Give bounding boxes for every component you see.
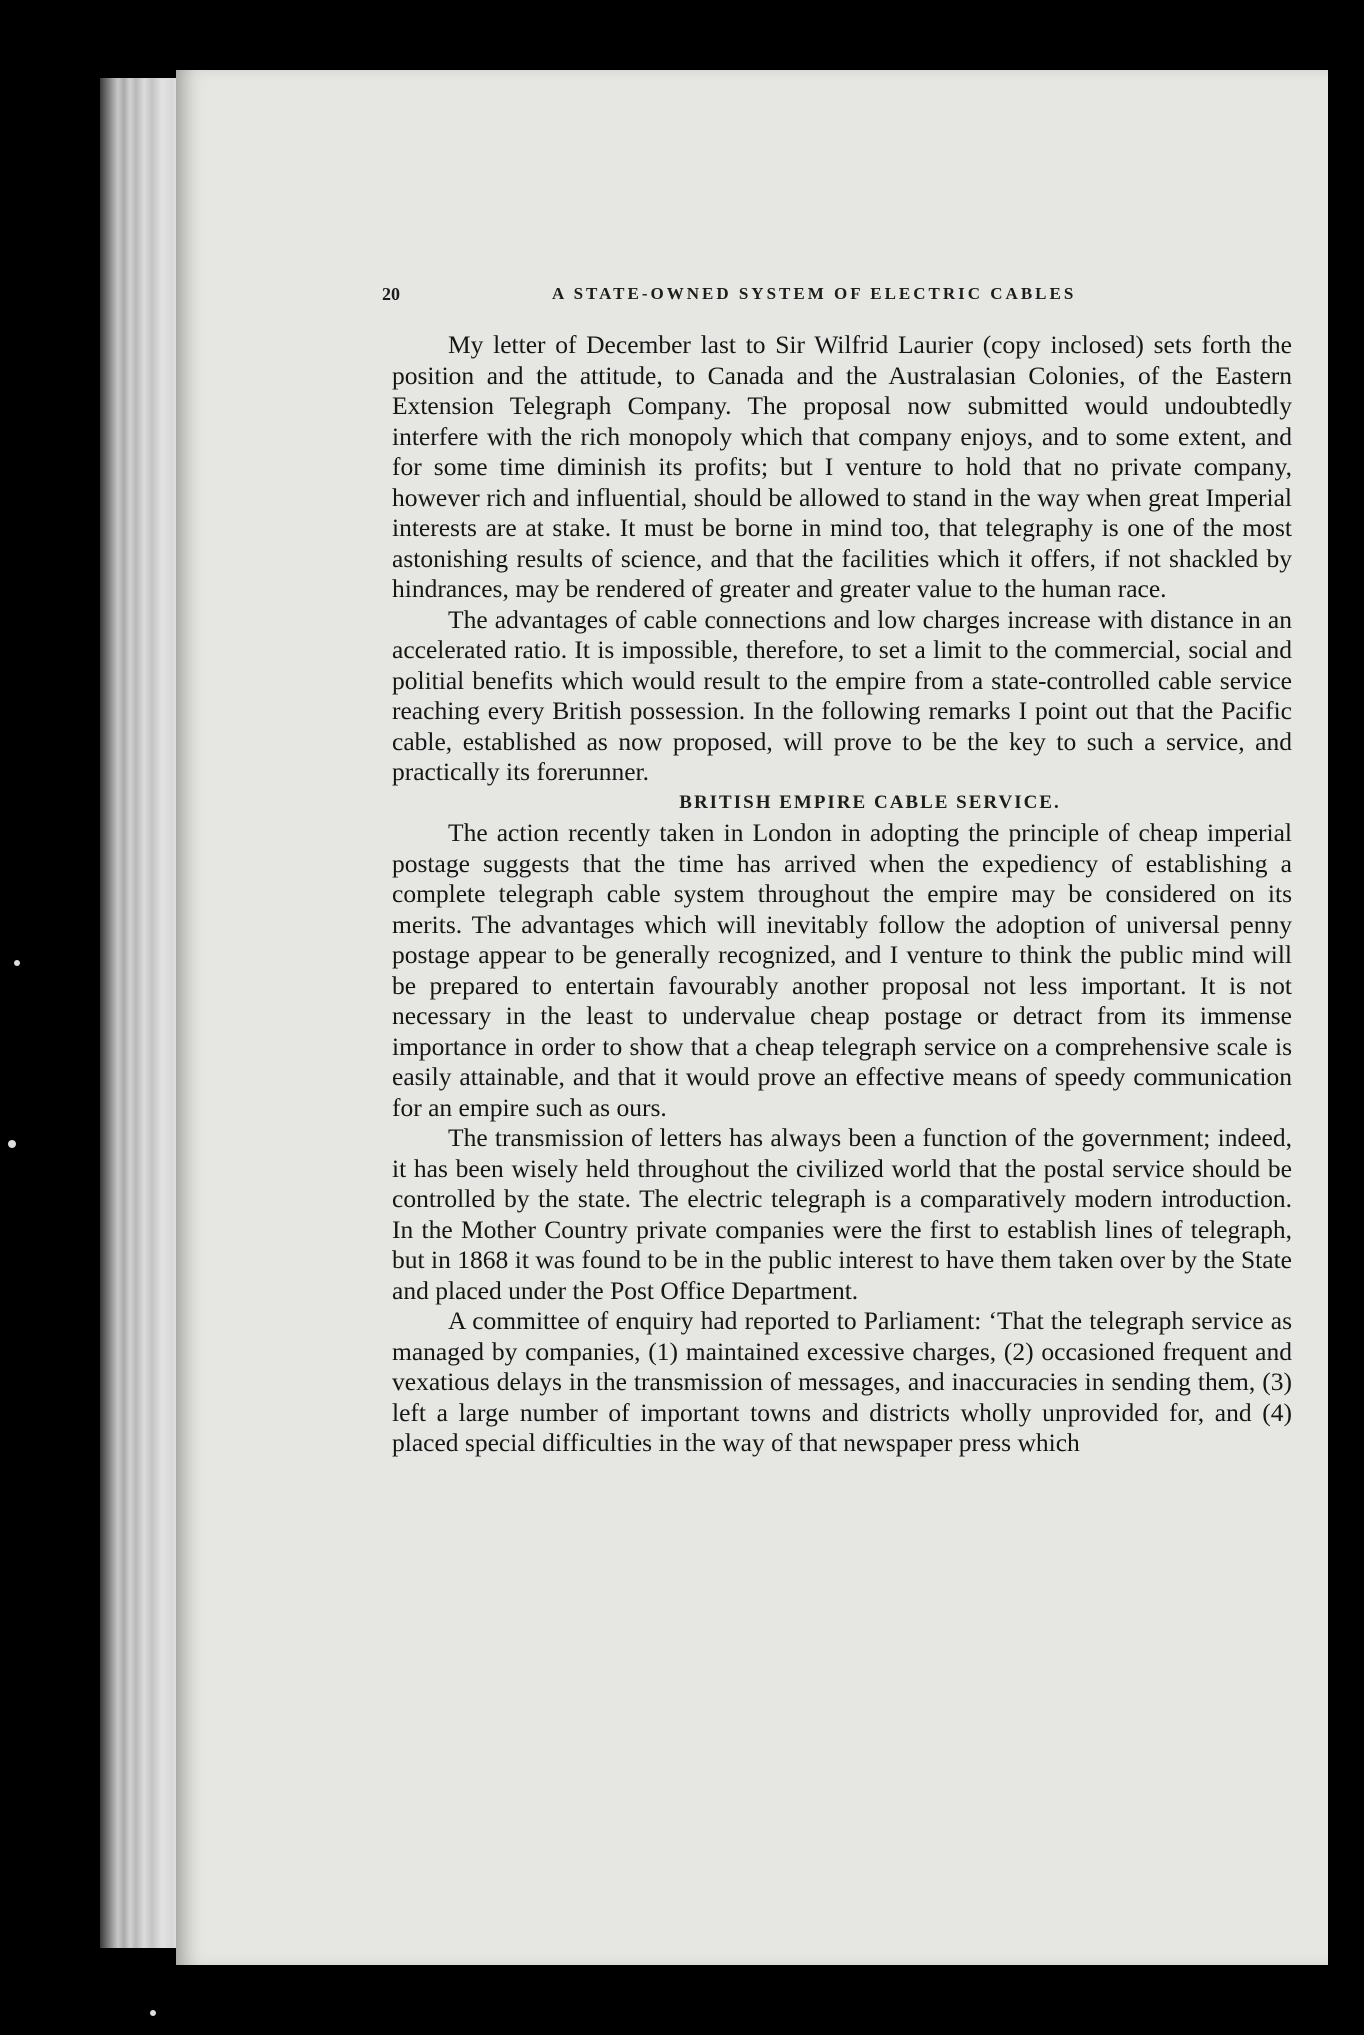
scan-speck — [14, 960, 20, 966]
scan-speck — [150, 2010, 156, 2016]
paragraph: The advantages of cable connections and low charges increase with distance in an accelerated ratio. It is impossible, therefore, to set a limit to the commercial, social and politial benefits which would result to the empire from a state-controlled cable service reaching every British possession. In the following remarks I point out that the Pacific cable, established as now proposed, will prove to be the key to such a service, and practically its forerunner. — [392, 604, 1292, 786]
page-number: 20 — [382, 284, 400, 304]
page-body — [392, 330, 1292, 1459]
running-head-title: A STATE-OWNED SYSTEM OF ELECTRIC CABLES — [552, 284, 1077, 303]
running-head — [382, 272, 1312, 312]
paragraph: The transmission of letters has always been a function of the government; indeed, it has been wisely held throughout the civilized world that the postal service should be controlled by the state. The electric telegraph is a comparatively modern introduction. In the Mother Country private companies were the first to establish lines of telegraph, but in 1868 it was found to be in the public interest to have them taken over by the State and placed under the Post Office Department. — [392, 1123, 1292, 1305]
section-heading: BRITISH EMPIRE CABLE SERVICE. — [679, 791, 1061, 813]
paragraph: A committee of enquiry had reported to Parliament: ‘That the telegraph service as managed by companies, (1) maintained excessive charges, (2) occasioned frequent and vexatious delays in the transmission of messages, and inaccuracies in sending them, (3) left a large number of important towns and districts wholly unprovided for, and (4) placed special difficulties in the way of that newspaper press which — [392, 1306, 1292, 1457]
scan-speck — [8, 1140, 16, 1148]
page-edge-stack — [100, 78, 180, 1948]
paragraph: The action recently taken in London in adopting the principle of cheap imperial postage suggests that the time has arrived when the expediency of establishing a complete telegraph cable system throughout the empire may be considered on its merits. The advantages which will inevitably follow the adoption of universal penny postage appear to be generally recognized, and I venture to think the public mind will be prepared to entertain favourably another proposal not less important. It is not necessary in the least to undervalue cheap postage or detract from its immense importance in order to show that a cheap telegraph service on a comprehensive scale is easily attainable, and that it would prove an effective means of speedy communication for an empire such as ours. — [392, 818, 1292, 1122]
paragraph: My letter of December last to Sir Wilfrid Laurier (copy inclosed) sets forth the position and the attitude, to Canada and the Australasian Colonies, of the Eastern Extension Telegraph Company. The proposal now submitted would undoubtedly interfere with the rich monopoly which that company enjoys, and to some extent, and for some time diminish its profits; but I venture to hold that no private company, however rich and influential, should be allowed to stand in the way when great Imperial interests are at stake. It must be borne in mind too, that telegraphy is one of the most astonishing results of science, and that the facilities which it offers, if not shackled by hindrances, may be rendered of greater and greater value to the human race. — [392, 330, 1292, 603]
